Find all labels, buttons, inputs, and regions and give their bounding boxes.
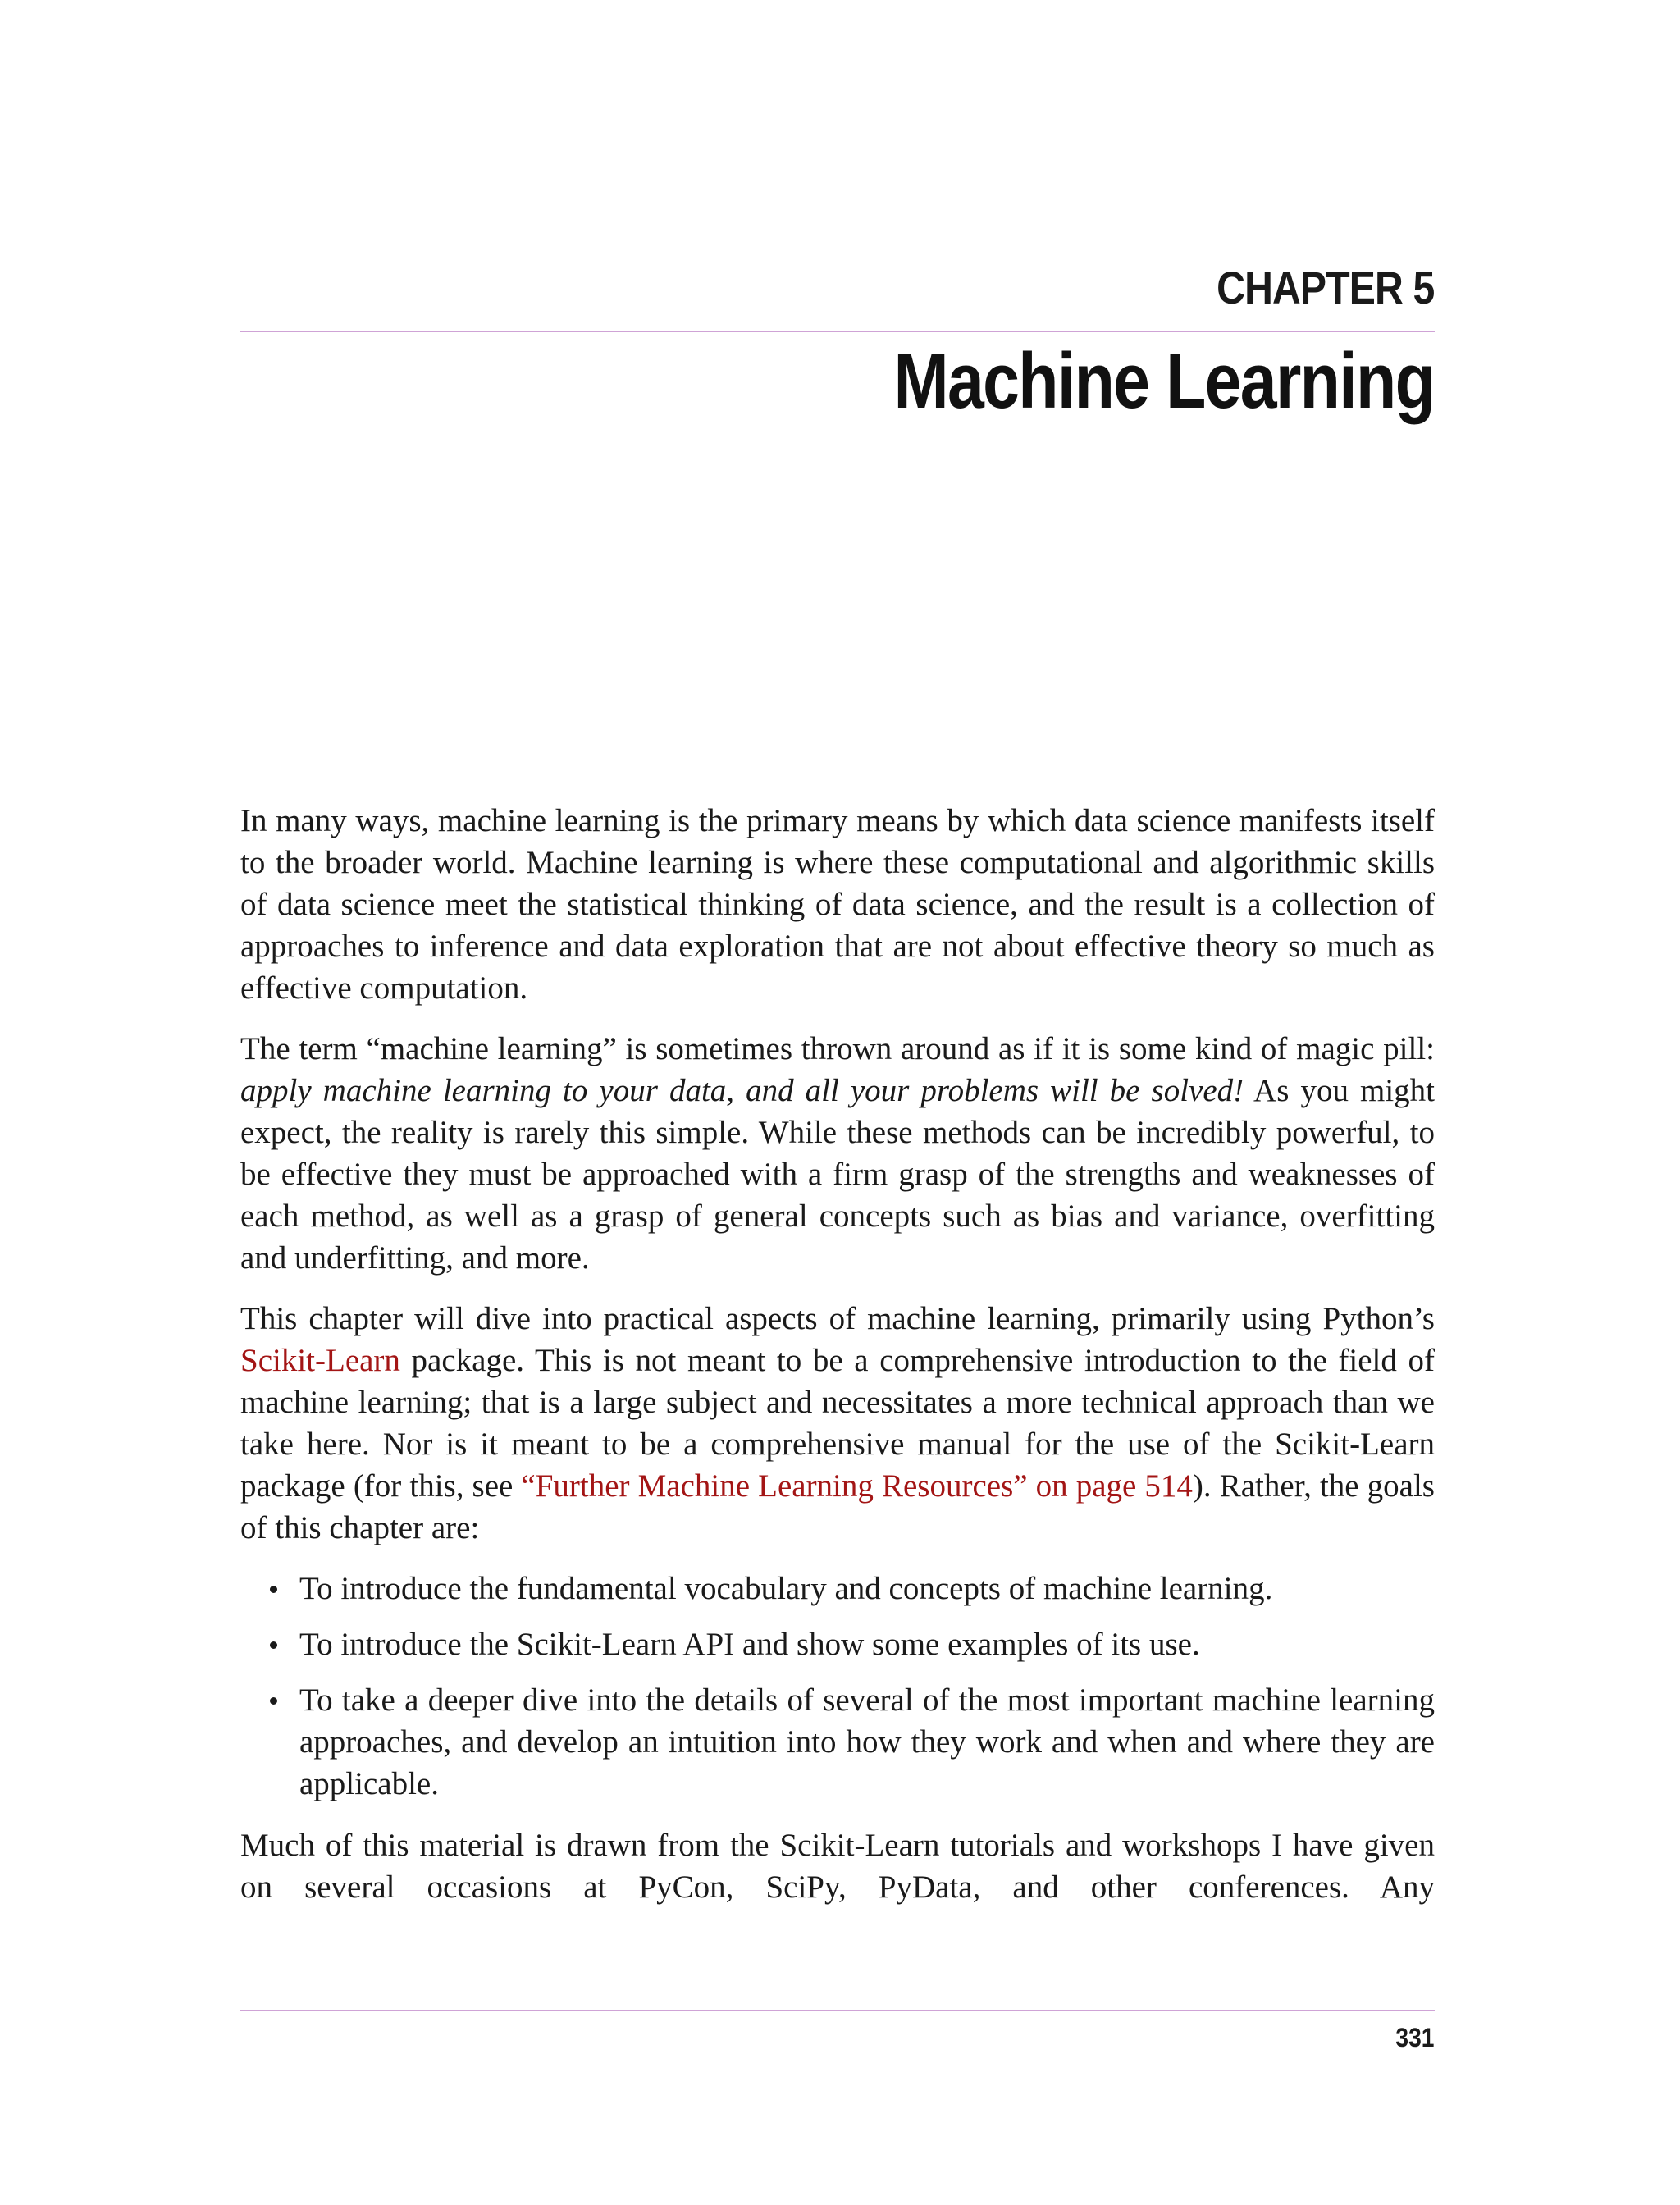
magic-pill-paragraph [240, 1028, 1435, 1279]
list-item: To take a deeper dive into the details of several of the most important machine learning approaches, and develop an intuition into how they work and when and where they are applicable. [299, 1679, 1435, 1805]
paragraph-text: This chapter will dive into practical aspects of machine learning, primarily using Python’s [240, 1301, 1435, 1336]
paragraph-text: package. This is not meant to be a comprehensive introduction to the field of machine learning; that is a large subject and necessitates a more technical approach than we take here. Nor is it meant to be a comprehensive manual for the use of the Scikit-Learn package (for this, see [240, 1343, 1435, 1504]
scikit-learn-link[interactable]: Scikit-Learn [240, 1343, 400, 1378]
chapter-title: Machine Learning [893, 337, 1434, 425]
further-resources-link[interactable]: “Further Machine Learning Resources” on page 514 [521, 1468, 1193, 1504]
chapter-divider [240, 331, 1435, 332]
chapter-label: CHAPTER 5 [1216, 262, 1434, 313]
paragraph-text: As you might expect, the reality is rarely this simple. While these methods can be incredibly powerful, to be effective they must be approached with a firm grasp of the strengths and weaknesses of each method, as well as a grasp of general concepts such as bias and variance, overfitting and underfitting, and more. [240, 1073, 1435, 1276]
list-item: To introduce the Scikit-Learn API and show some examples of its use. [299, 1623, 1435, 1665]
paragraph-text: ). Rather, the goals of this chapter are: [240, 1468, 1435, 1545]
intro-paragraph: In many ways, machine learning is the primary means by which data science manifests itself to the broader world. Machine learning is where these computational and algorithmic skills of data science meet the statistical thinking of data science, and the result is a collection of approaches to inference and data exploration that are not about effective theory so much as effective computation. [240, 803, 1435, 1006]
list-item: To introduce the fundamental vocabulary and concepts of machine learning. [299, 1568, 1435, 1609]
scope-paragraph [240, 1298, 1435, 1549]
page-number: 331 [1395, 2023, 1434, 2052]
chapter-body [240, 800, 1435, 1927]
chapter-goals-list [240, 1568, 1435, 1805]
sources-paragraph: Much of this material is drawn from the Scikit-Learn tutorials and workshops I have given on several occasions at PyCon, SciPy, PyData, and other conferences. Any [240, 1828, 1435, 1905]
emphasis-text: apply machine learning to your data, and all your problems will be solved! [240, 1073, 1244, 1108]
paragraph-text: The term “machine learning” is sometimes thrown around as if it is some kind of magic pill: [240, 1031, 1435, 1066]
footer-divider [240, 2010, 1435, 2011]
